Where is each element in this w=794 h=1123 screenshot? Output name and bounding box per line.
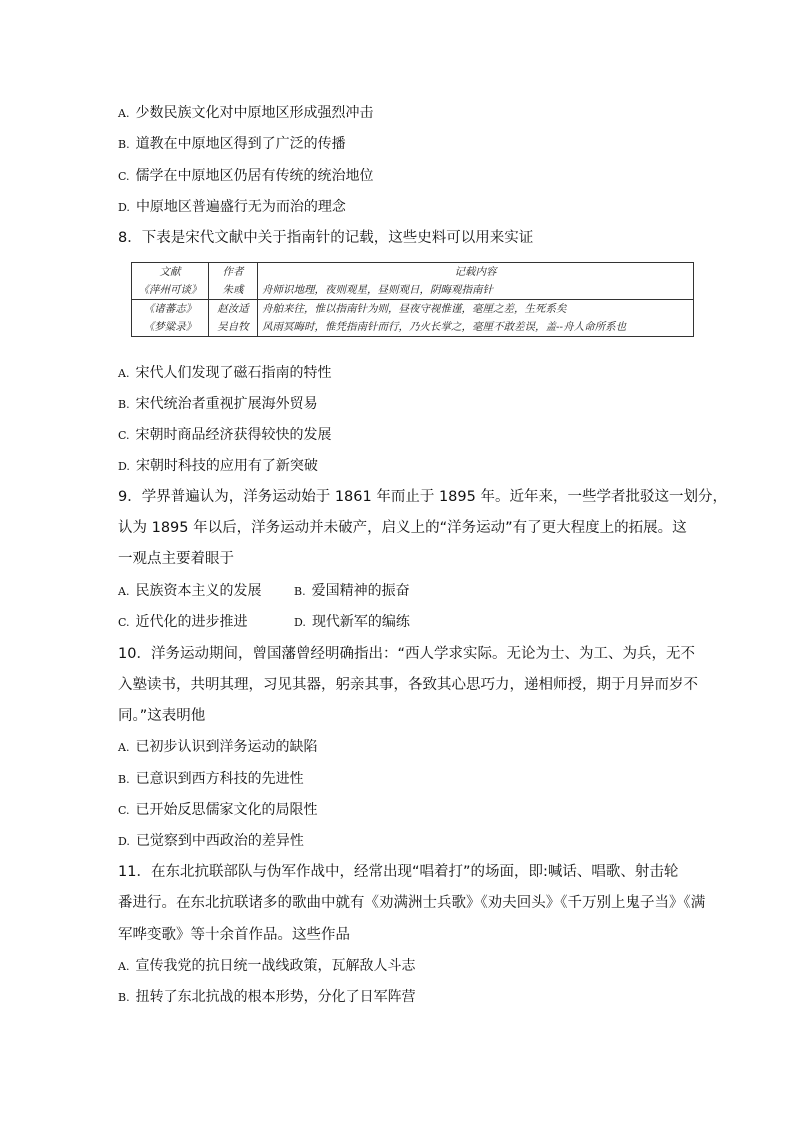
cell-source: 《梦粱录》 (143, 321, 197, 333)
q10-option-c (118, 800, 318, 821)
option-label: B. (118, 138, 130, 151)
option-label: A. (118, 585, 130, 598)
option-text: 已开始反思儒家文化的局限性 (135, 802, 318, 818)
cell-author: 吴自牧 (217, 321, 249, 333)
q10-stem-line: 入塾读书，共明其理，习见其器，躬亲其事，各致其心思巧力，递相师授，期于月异而岁不 (118, 677, 698, 693)
option-text: 已意识到西方科技的先进性 (135, 771, 304, 787)
header-author: 作者 (222, 266, 244, 278)
cell-content: 风雨冥晦时，惟凭指南针而行，乃火长掌之，毫厘不敢差误，盖--舟人命所系也 (262, 321, 627, 333)
option-label: C. (118, 429, 130, 442)
header-source: 文献 (159, 266, 181, 278)
option-label: B. (118, 398, 130, 411)
q9-option-a (118, 583, 261, 599)
q8-option-d (118, 456, 318, 477)
table-header-cell (132, 263, 209, 300)
option-text: 现代新军的编练 (311, 614, 410, 630)
q8-option-c (118, 425, 332, 446)
q7-option-b (118, 134, 346, 155)
q11-stem-line: 军哗变歌》等十余首作品。这些作品 (118, 927, 350, 943)
option-text: 民族资本主义的发展 (135, 583, 262, 599)
q9-option-d (294, 612, 410, 633)
q10-stem-line: 同。”这表明他 (118, 708, 206, 724)
option-label: D. (118, 835, 130, 848)
q9-options-row-2 (118, 612, 410, 633)
option-label: C. (118, 804, 130, 817)
q9-stem-line: 认为 1895 年以后，洋务运动并未破产，启义上的“洋务运动”有了更大程度上的拓展。这 (118, 520, 687, 536)
option-text: 宋代人们发现了磁石指南的特性 (135, 365, 332, 381)
q11-option-a (118, 956, 415, 977)
q10-stem-line: 10．洋务运动期间，曾国藩曾经明确指出：“西人学求实际。无论为士、为工、为兵，无不 (118, 646, 695, 662)
option-label: B. (118, 773, 130, 786)
q7-option-d (118, 197, 346, 218)
option-label: B. (294, 585, 306, 598)
q7-option-c (118, 166, 374, 187)
q8-stem: 8．下表是宋代文献中关于指南针的记载，这些史料可以用来实证 (118, 230, 534, 246)
cell-content: 舟师识地理，夜则观星，昼则观日，阴晦观指南针 (262, 284, 493, 296)
q9-stem-line: 9．学界普遍认为，洋务运动始于 1861 年而止于 1895 年。近年来，一些学者批驳这一划分， (118, 489, 727, 505)
option-label: C. (118, 170, 130, 183)
option-label: A. (118, 367, 130, 380)
cell-source: 《萍州可谈》 (138, 284, 202, 296)
option-text: 扭转了东北抗战的根本形势，分化了日军阵营 (135, 989, 416, 1005)
header-content: 记载内容 (454, 266, 497, 278)
cell-content: 舟舶来往，惟以指南针为则，昼夜守视惟谨，毫厘之差，生死系矣 (262, 303, 567, 315)
q9-option-b (294, 581, 410, 602)
option-text: 近代化的进步推进 (135, 614, 248, 630)
q10-option-b (118, 769, 304, 790)
table-row (132, 300, 694, 337)
cell-author: 赵汝适 (217, 303, 249, 315)
cell-source: 《诸蕃志》 (143, 303, 197, 315)
q9-stem-line: 一观点主要着眼于 (118, 551, 234, 567)
q7-option-a (118, 103, 373, 124)
option-text: 宣传我党的抗日统一战线政策，瓦解敌人斗志 (135, 958, 416, 974)
option-text: 宋朝时商品经济获得较快的发展 (135, 427, 332, 443)
table-cell (258, 300, 694, 337)
table-header-cell (209, 263, 258, 300)
q10-option-d (118, 831, 304, 852)
option-text: 道教在中原地区得到了广泛的传播 (135, 136, 346, 152)
table-header-cell (258, 263, 694, 300)
option-label: A. (118, 741, 130, 754)
q11-stem-line: 番进行。在东北抗联诸多的歌曲中就有《劝满洲士兵歌》《劝夫回头》《千万别上鬼子当》《满 (118, 895, 706, 911)
q9-option-c (118, 614, 248, 630)
option-text: 已觉察到中西政治的差异性 (135, 833, 304, 849)
q8-option-b (118, 394, 318, 415)
table-header-row (132, 263, 694, 300)
table-cell (209, 300, 258, 337)
option-text: 宋朝时科技的应用有了新突破 (135, 458, 318, 474)
option-label: A. (118, 107, 130, 120)
q11-stem-line: 11．在东北抗联部队与伪军作战中，经常出现“唱着打”的场面，即:喊话、唱歌、射击轮 (118, 864, 679, 880)
option-text: 爱国精神的振奋 (311, 583, 410, 599)
table-cell (132, 300, 209, 337)
option-label: D. (118, 201, 130, 214)
option-text: 已初步认识到洋务运动的缺陷 (135, 739, 318, 755)
option-text: 儒学在中原地区仍居有传统的统治地位 (135, 168, 374, 184)
cell-author: 朱彧 (222, 284, 244, 296)
q11-option-b (118, 987, 416, 1008)
option-label: B. (118, 991, 130, 1004)
option-label: D. (294, 616, 306, 629)
option-label: C. (118, 616, 130, 629)
option-label: D. (118, 460, 130, 473)
q8-option-a (118, 363, 331, 384)
option-label: A. (118, 960, 130, 973)
option-text: 宋代统治者重视扩展海外贸易 (135, 396, 318, 412)
option-text: 中原地区普遍盛行无为而治的理念 (135, 199, 346, 215)
q10-option-a (118, 737, 317, 758)
q8-records-table (131, 262, 694, 337)
option-text: 少数民族文化对中原地区形成强烈冲击 (135, 105, 374, 121)
q9-options-row-1 (118, 581, 410, 602)
